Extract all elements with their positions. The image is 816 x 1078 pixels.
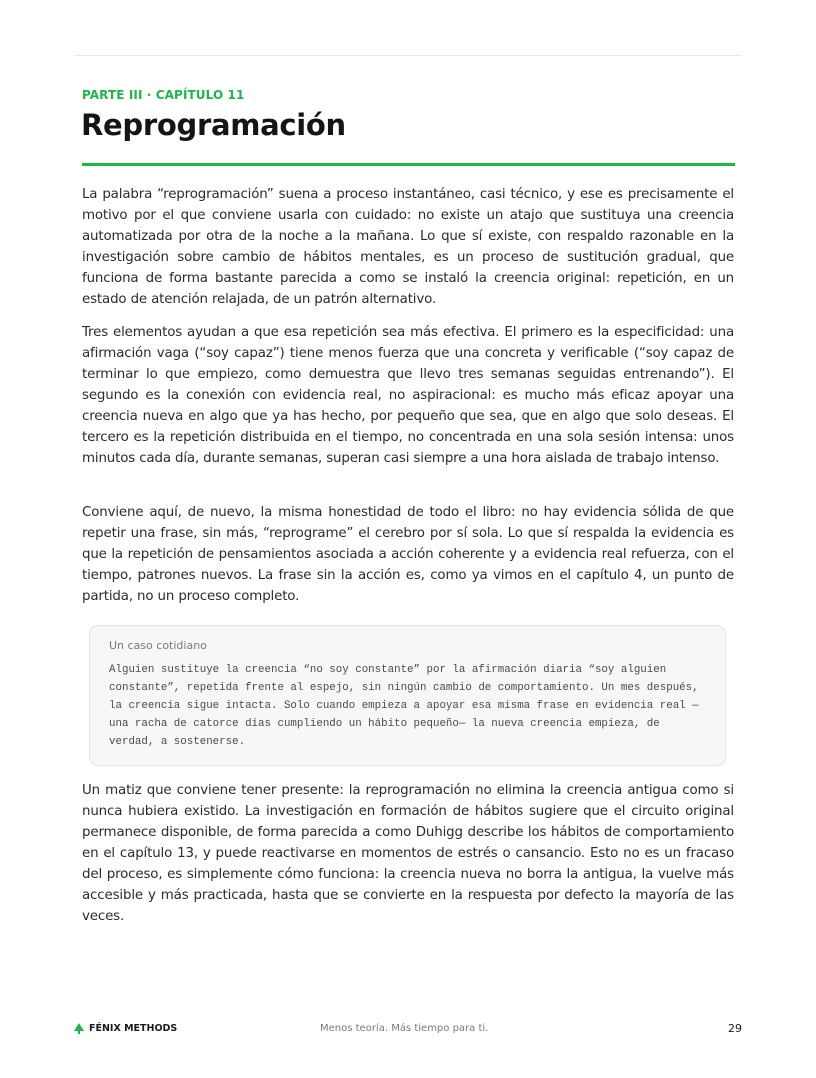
body-paragraph-4: Un matiz que conviene tener presente: la reprogramación no elimina la creencia antigua como si nunca hubiera existido. La investigación en formación de hábitos sugiere que el circuito original permanece disponible, de forma parecida a como Duhigg describe los hábitos de comportamiento en el capítulo 13, y puede reactivarse en momentos de estrés o cansancio. Esto no es un fracaso del proceso, es simplemente cómo funciona: la creencia nueva no borra la antigua, la vuelve más accesible y más practicada, hasta que se convierte en la respuesta por defecto la mayoría de las veces. xyxy=(82,783,734,924)
page-footer xyxy=(74,1020,742,1040)
body-paragraph-2: Tres elementos ayudan a que esa repetición sea más efectiva. El primero es la especificidad: una afirmación vaga (“soy capaz”) tiene menos fuerza que una concreta y verificable (“soy capaz de terminar lo que empiezo, como demuestra que llevo tres semanas seguidas entrenando”). El segundo es la conexión con evidencia real, no aspiracional: es mucho más eficaz apoyar una creencia nueva en algo que ya has hecho, por pequeño que sea, que en algo que solo deseas. El tercero es la repetición distribuida en el tiempo, no concentrada en una sola sesión intensa: unos minutos cada día, durante semanas, superan casi siempre a una hora aislada de trabajo intenso. xyxy=(82,325,734,466)
body-paragraph-3: Conviene aquí, de nuevo, la misma honestidad de todo el libro: no hay evidencia sólida de que repetir una frase, sin más, “reprograme” el cerebro por sí sola. Lo que sí respalda la evidencia es que la repetición de pensamientos asociada a acción coherente y a evidencia real refuerza, con el tiempo, patrones nuevos. La frase sin la acción es, como ya vimos en el capítulo 4, un punto de partida, no un proceso completo. xyxy=(82,505,734,604)
callout-heading: Un caso cotidiano xyxy=(109,639,207,652)
body-paragraph-1: La palabra “reprogramación” suena a proceso instantáneo, casi técnico, y ese es precisamente el motivo por el que conviene usarla con cuidado: no existe un atajo que sustituya una creencia automatizada por otra de la noche a la mañana. Lo que sí existe, con respaldo razonable en la investigación sobre cambio de hábitos mentales, es un proceso de sustitución gradual, que funciona de forma bastante parecida a como se instaló la creencia original: repetición, en un estado de atención relajada, de un patrón alternativo. xyxy=(82,187,734,307)
top-divider xyxy=(74,55,742,56)
callout-body: Alguien sustituye la creencia “no soy constante” por la afirmación diaria “soy alguien constante”, repetida frente al espejo, sin ningún cambio de comportamiento. Un mes después, la creencia sigue intacta. Solo cuando empieza a apoyar esa misma frase en evidencia real —una racha de catorce días cumpliendo un hábito pequeño— la nueva creencia empieza, de verdad, a sostenerse. xyxy=(109,664,699,748)
footer-tagline: Menos teoría. Más tiempo para ti. xyxy=(320,1023,489,1034)
page-number: 29 xyxy=(728,1022,742,1035)
brand-name: FÉNIX METHODS xyxy=(89,1023,178,1034)
brand-logo xyxy=(74,1023,177,1034)
example-callout-box xyxy=(89,625,726,766)
title-underline xyxy=(82,163,735,166)
chapter-kicker: PARTE III · CAPÍTULO 11 xyxy=(82,88,245,102)
chapter-title: Reprogramación xyxy=(81,108,346,142)
tree-icon xyxy=(74,1023,89,1034)
